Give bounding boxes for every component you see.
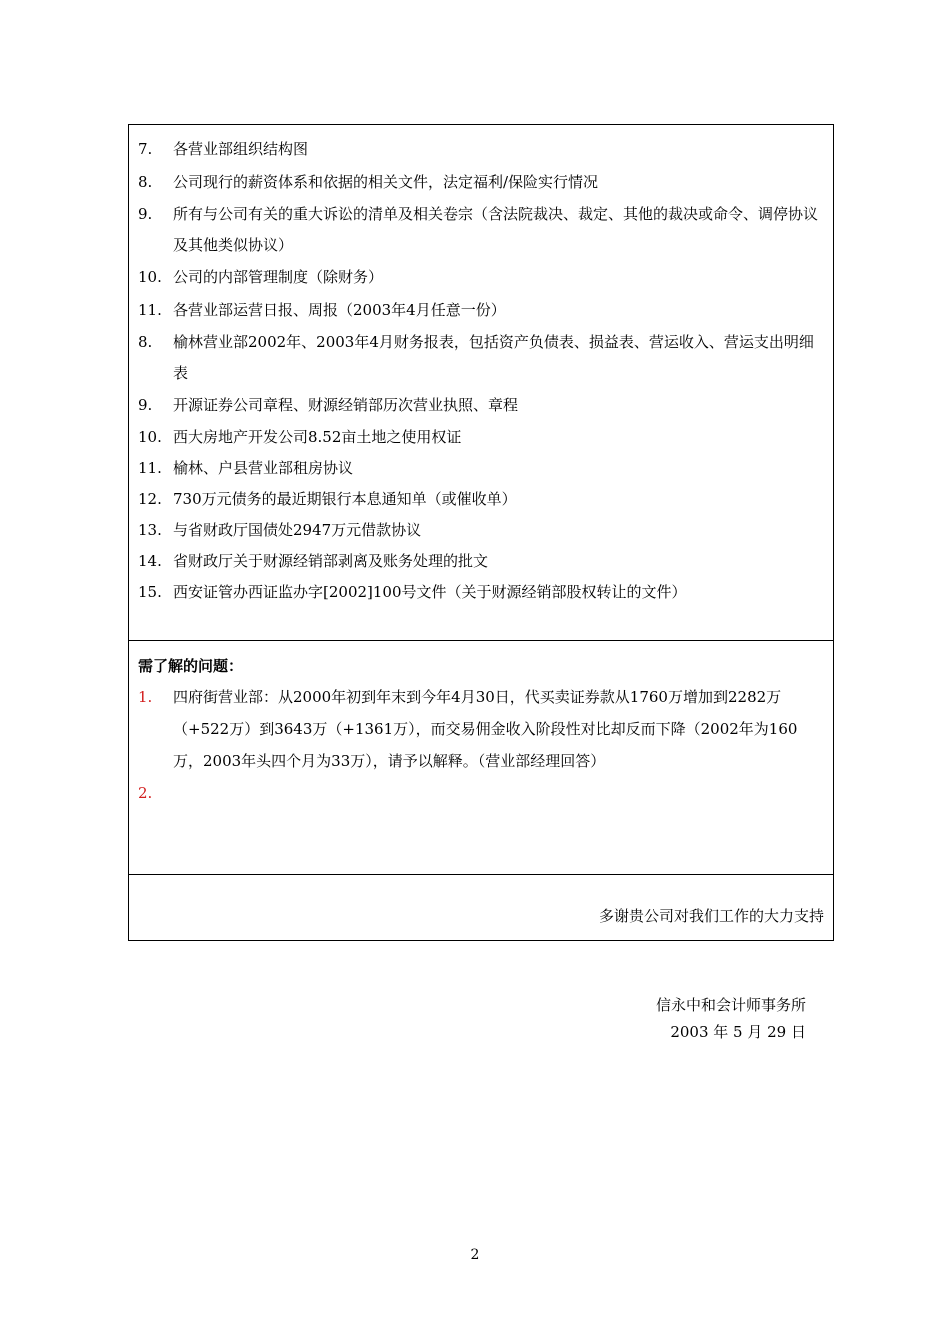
list-item <box>129 577 833 608</box>
list-item <box>129 166 833 199</box>
item-number: 11. <box>138 301 162 319</box>
list-item <box>129 515 833 546</box>
item-text: 榆林营业部2002年、2003年4月财务报表，包括资产负债表、损益表、营运收入、营运支出明细表 <box>173 333 814 382</box>
item-text: 开源证券公司章程、财源经销部历次营业执照、章程 <box>173 396 519 414</box>
item-number: 9. <box>138 396 153 414</box>
document-table <box>128 124 834 941</box>
questions-section <box>129 641 833 875</box>
item-number: 12. <box>138 490 162 508</box>
questions-title: 需了解的问题： <box>138 657 244 675</box>
list-item <box>129 484 833 515</box>
question-item <box>129 777 833 809</box>
list-item <box>129 389 833 422</box>
signature-date: 2003 年 5 月 29 日 <box>670 1023 806 1041</box>
question-text <box>173 777 825 809</box>
item-text: 榆林、户县营业部租房协议 <box>173 459 354 477</box>
item-number: 10. <box>138 428 162 446</box>
item-text: 各营业部组织结构图 <box>173 140 309 158</box>
item-number: 14. <box>138 552 162 570</box>
question-number: 1. <box>138 688 153 706</box>
question-text: 四府街营业部：从2000年初到年末到今年4月30日，代买卖证券款从1760万增加到2282万（+522万）到3643万（+1361万），而交易佣金收入阶段性对比却反而下降（2002年为160万，2003年头四个月为33万），请予以解释。（营业部经理回答） <box>173 688 798 770</box>
item-number: 8. <box>138 333 153 351</box>
signature-org: 信永中和会计师事务所 <box>655 996 806 1014</box>
list-item <box>129 327 833 389</box>
list-item <box>129 422 833 453</box>
list-item <box>129 294 833 327</box>
item-text: 西大房地产开发公司8.52亩土地之使用权证 <box>173 428 462 446</box>
item-number: 7. <box>138 140 153 158</box>
item-number: 15. <box>138 583 162 601</box>
list-item <box>129 199 833 261</box>
question-item <box>129 681 833 777</box>
item-text: 省财政厅关于财源经销部剥离及账务处理的批文 <box>173 552 489 570</box>
item-number: 9. <box>138 205 153 223</box>
list-item <box>129 133 833 166</box>
question-number: 2. <box>138 784 153 802</box>
signature-block <box>656 992 806 1046</box>
page-number: 2 <box>470 1247 480 1263</box>
item-number: 13. <box>138 521 162 539</box>
item-text: 西安证管办西证监办字[2002]100号文件（关于财源经销部股权转让的文件） <box>173 583 687 601</box>
item-text: 730万元债务的最近期银行本息通知单（或催收单） <box>173 490 517 508</box>
list-item <box>129 453 833 484</box>
item-number: 10. <box>138 268 162 286</box>
item-text: 与省财政厅国债处2947万元借款协议 <box>173 521 422 539</box>
item-text: 公司的内部管理制度（除财务） <box>173 268 384 286</box>
item-text: 公司现行的薪资体系和依据的相关文件，法定福利/保险实行情况 <box>173 173 599 191</box>
item-number: 11. <box>138 459 162 477</box>
list-item <box>129 546 833 577</box>
item-text: 所有与公司有关的重大诉讼的清单及相关卷宗（含法院裁决、裁定、其他的裁决或命令、调停协议及其他类似协议） <box>173 205 819 254</box>
item-number: 8. <box>138 173 153 191</box>
list-item <box>129 261 833 294</box>
thanks-section <box>129 875 833 940</box>
item-text: 各营业部运营日报、周报（2003年4月任意一份） <box>173 301 506 319</box>
document-list-section <box>129 125 833 641</box>
thanks-text: 多谢贵公司对我们工作的大力支持 <box>598 907 824 925</box>
